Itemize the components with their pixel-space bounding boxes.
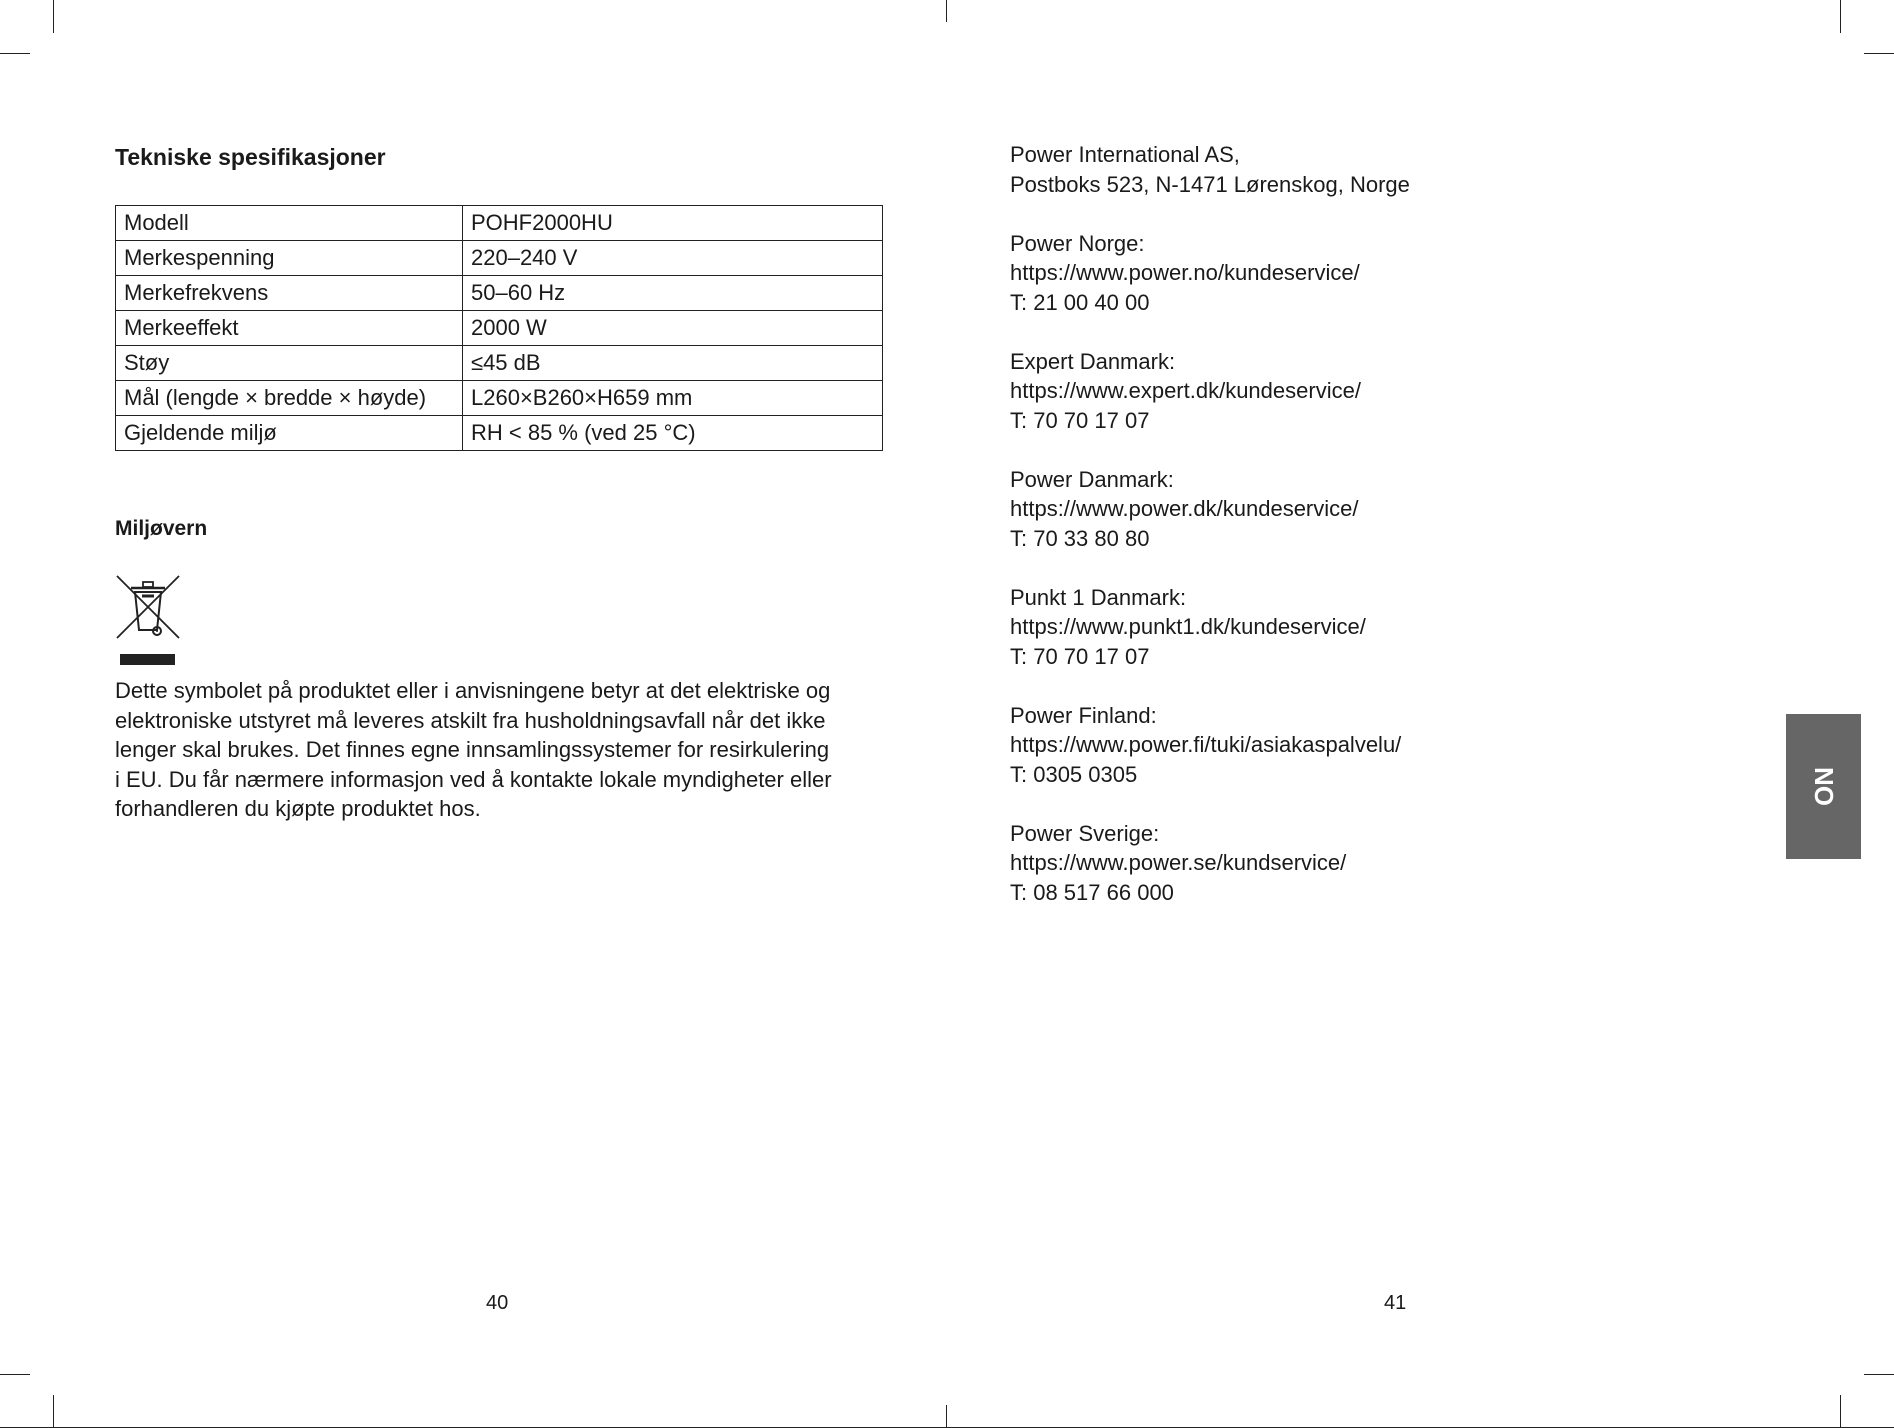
table-row <box>116 276 883 311</box>
contact-address: Postboks 523, N-1471 Lørenskog, Norge <box>1010 171 1410 197</box>
crop-mark <box>1864 1374 1894 1375</box>
crop-mark <box>946 0 947 22</box>
spec-label: Merkeeffekt <box>116 311 463 346</box>
spec-value: 2000 W <box>463 311 883 346</box>
spec-label: Støy <box>116 346 463 381</box>
crop-mark <box>1864 53 1894 54</box>
spec-value: 50–60 Hz <box>463 276 883 311</box>
spec-value: 220–240 V <box>463 241 883 276</box>
environment-paragraph <box>115 676 875 824</box>
crop-mark <box>946 1405 947 1428</box>
spec-label: Mål (lengde × bredde × høyde) <box>116 381 463 416</box>
crop-mark <box>0 1374 30 1375</box>
contact-block-company <box>1010 140 1530 199</box>
language-tab <box>1786 714 1861 859</box>
left-page <box>115 0 885 1428</box>
table-row <box>116 381 883 416</box>
page-number-right: 41 <box>1384 1292 1407 1314</box>
spec-value: POHF2000HU <box>463 206 883 241</box>
contact-url-link[interactable]: https://www.power.dk/kundeservice/ <box>1010 496 1359 521</box>
table-row <box>116 206 883 241</box>
spec-label: Gjeldende miljø <box>116 416 463 451</box>
table-row <box>116 416 883 451</box>
page-number-left: 40 <box>486 1292 509 1314</box>
contact-phone: T: 0305 0305 <box>1010 761 1138 787</box>
contact-block-power-norge <box>1010 229 1530 318</box>
table-row <box>116 346 883 381</box>
contact-url-link[interactable]: https://www.power.fi/tuki/asiakaspalvelu/ <box>1010 732 1402 757</box>
contact-url-link[interactable]: https://www.expert.dk/kundeservice/ <box>1010 378 1361 403</box>
paragraph-line: lenger skal brukes. Det finnes egne innsamlingssystemer for resirkulering <box>115 737 830 762</box>
contact-url-link[interactable]: https://www.power.se/kundservice/ <box>1010 850 1347 875</box>
contact-url-link[interactable]: https://www.punkt1.dk/kundeservice/ <box>1010 614 1366 639</box>
contact-phone: T: 08 517 66 000 <box>1010 879 1174 905</box>
table-row <box>116 241 883 276</box>
spec-table <box>115 205 883 451</box>
paragraph-line: Dette symbolet på produktet eller i anvisningene betyr at det elektriske og <box>115 678 831 703</box>
spec-section-title: Tekniske spesifikasjoner <box>115 144 386 170</box>
crop-mark <box>0 53 30 54</box>
environment-section-title: Miljøvern <box>115 517 208 540</box>
spec-label: Merkespenning <box>116 241 463 276</box>
spec-label: Merkefrekvens <box>116 276 463 311</box>
spec-value: L260×B260×H659 mm <box>463 381 883 416</box>
contact-name: Power Finland: <box>1010 702 1157 728</box>
contact-name: Power Danmark: <box>1010 466 1174 492</box>
language-tab-label: NO <box>1809 767 1839 806</box>
paragraph-line: i EU. Du får nærmere informasjon ved å kontakte lokale myndigheter eller <box>115 766 832 792</box>
crop-mark <box>53 1395 54 1428</box>
crossed-out-wheelie-bin-icon <box>115 574 181 668</box>
contact-name: Power International AS, <box>1010 142 1240 167</box>
contact-phone: T: 70 33 80 80 <box>1010 525 1150 551</box>
crop-mark <box>1840 0 1841 33</box>
paragraph-line: forhandleren du kjøpte produktet hos. <box>115 796 481 821</box>
spec-value: ≤45 dB <box>463 346 883 381</box>
spec-value: RH < 85 % (ved 25 °C) <box>463 416 883 451</box>
contact-block-power-finland <box>1010 701 1530 790</box>
contact-phone: T: 21 00 40 00 <box>1010 289 1150 315</box>
paragraph-line: elektroniske utstyret må leveres atskilt fra husholdningsavfall når det ikke <box>115 707 826 733</box>
contact-url-link[interactable]: https://www.power.no/kundeservice/ <box>1010 260 1360 285</box>
contact-phone: T: 70 70 17 07 <box>1010 643 1150 669</box>
spec-label: Modell <box>116 206 463 241</box>
contact-block-punkt1-danmark <box>1010 583 1530 672</box>
crop-mark <box>1840 1395 1841 1428</box>
contact-name: Power Norge: <box>1010 230 1145 256</box>
right-page <box>1010 140 1530 937</box>
contact-block-power-sverige <box>1010 819 1530 908</box>
contact-name: Expert Danmark: <box>1010 348 1176 374</box>
contact-name: Power Sverige: <box>1010 820 1160 846</box>
table-row <box>116 311 883 346</box>
contact-block-power-danmark <box>1010 465 1530 554</box>
contact-block-expert-danmark <box>1010 347 1530 436</box>
contact-name: Punkt 1 Danmark: <box>1010 584 1187 610</box>
contact-phone: T: 70 70 17 07 <box>1010 407 1150 433</box>
crop-mark <box>53 0 54 33</box>
